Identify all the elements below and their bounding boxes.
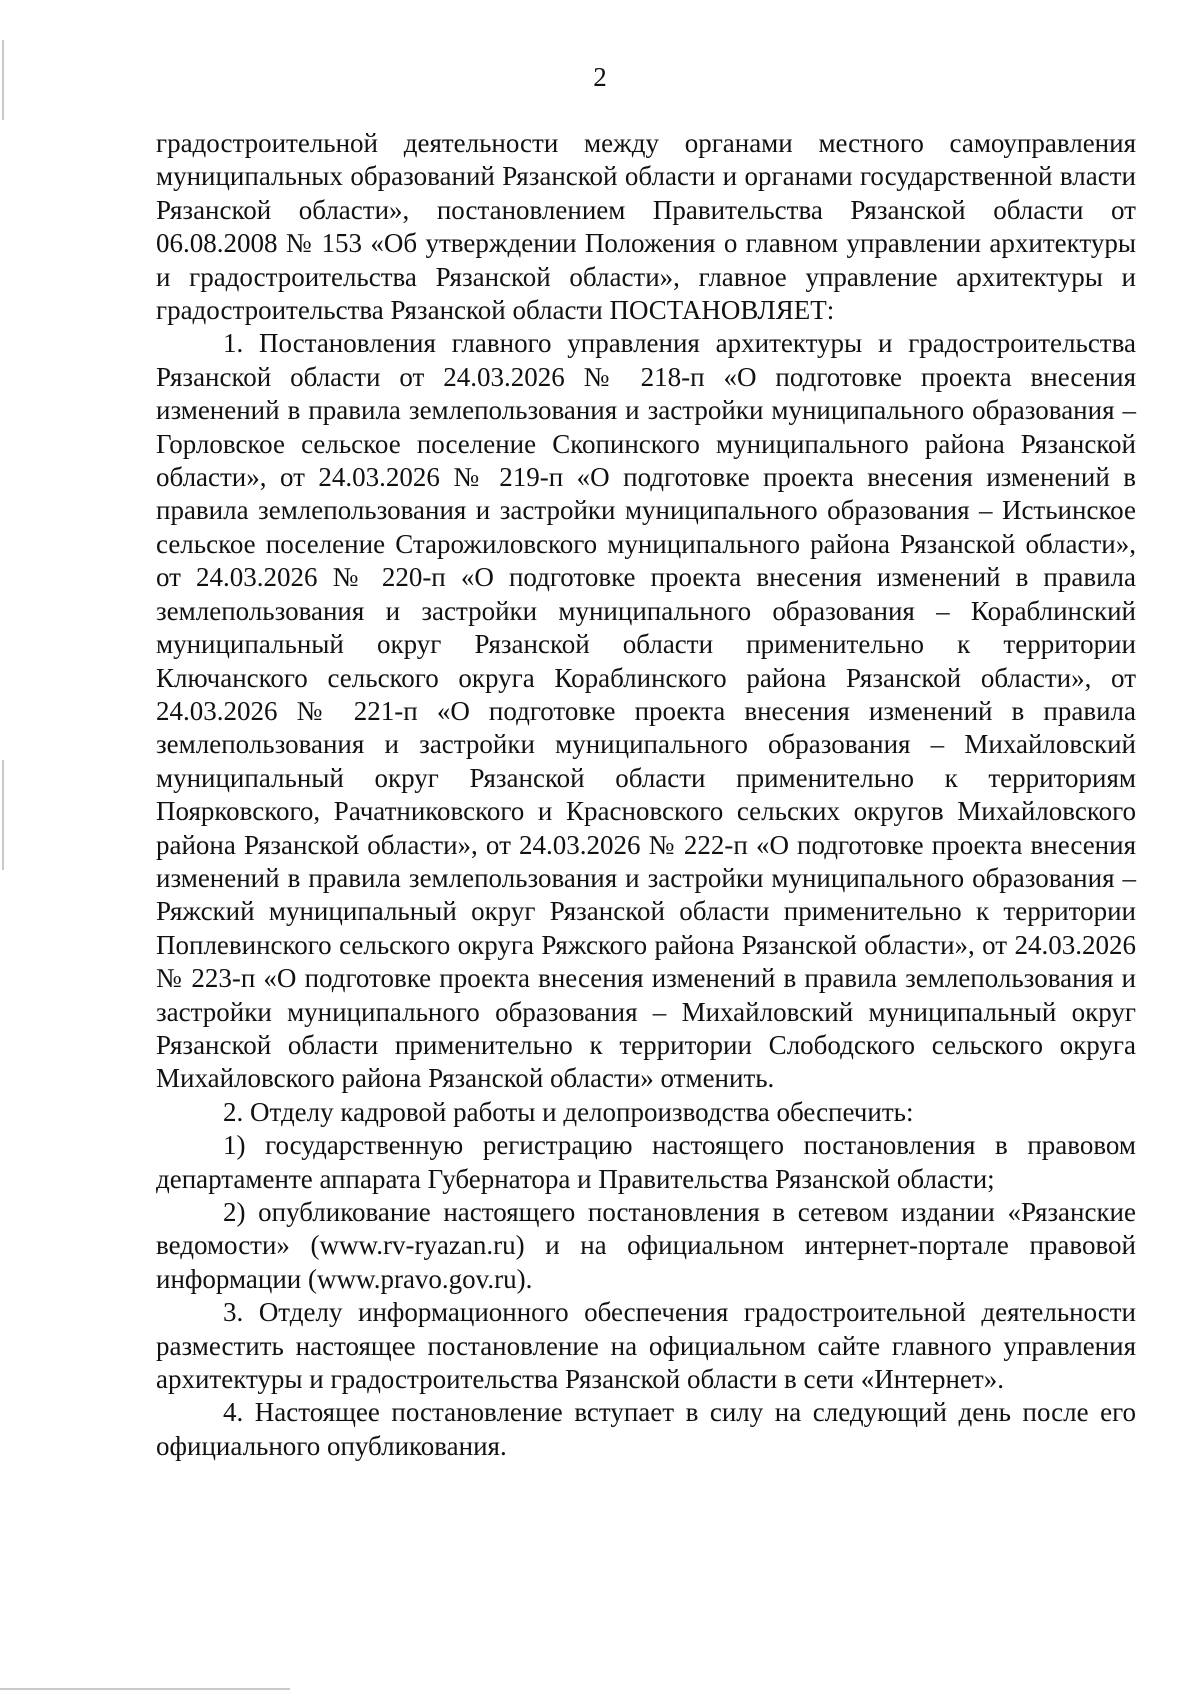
scan-bottom-edge-mark <box>0 1688 290 1690</box>
paragraph-subitem-2-1: 1) государственную регистрацию настоящего постановления в правовом департаменте аппарата Губернатора и Правительства Рязанской области; <box>156 1130 1136 1194</box>
page-number: 2 <box>593 62 607 92</box>
document-body <box>156 127 1136 1463</box>
paragraph-item-3: 3. Отделу информационного обеспечения градостроительной деятельности разместить настоящее постановление на официальном сайте главного управления архитектуры и градостроительства Рязанской области в сети «Интернет». <box>156 1297 1136 1395</box>
paragraph-item-1: 1. Постановления главного управления архитектуры и градостроительства Рязанской области от 24.03.2026 № 218-п «О подготовке проекта внесения изменений в правила землепользования и застройки муниципального образования – Горловское сельское поселение Скопинского муниципального района Рязанской области», от 24.03.2026 № 219-п «О подготовке проекта внесения изменений в правила землепользования и застройки муниципального образования – Истьинское сельское поселение Старожиловского муниципального района Рязанской области», от 24.03.2026 № 220-п «О подготовке проекта внесения изменений в правила землепользования и застройки муниципального образования – Кораблинский муниципальный округ Рязанской области применительно к территории Ключанского сельского округа Кораблинского района Рязанской области», от 24.03.2026 № 221-п «О подготовке проекта внесения изменений в правила землепользования и застройки муниципального образования – Михайловский муниципальный округ Рязанской области применительно к территориям Поярковского, Рачатниковского и Красновского сельских округов Михайловского района Рязанской области», от 24.03.2026 № 222-п «О подготовке проекта внесения изменений в правила землепользования и застройки муниципального образования – Ряжский муниципальный округ Рязанской области применительно к территории Поплевинского сельского округа Ряжского района Рязанской области», от 24.03.2026 № 223-п «О подготовке проекта внесения изменений в правила землепользования и застройки муниципального образования – Михайловский муниципальный округ Рязанской области применительно к территории Слободского сельского округа Михайловского района Рязанской области» отменить. <box>156 328 1136 1094</box>
paragraph-continuation: градостроительной деятельности между органами местного самоуправления муниципальных образований Рязанской области и органами государственной власти Рязанской области», постановлением Правительства Рязанской области от 06.08.2008 № 153 «Об утверждении Положения о главном управлении архитектуры и градостроительства Рязанской области», главное управление архитектуры и градостроительства Рязанской области ПОСТАНОВЛЯЕТ: <box>156 128 1136 326</box>
paragraph-item-2: 2. Отделу кадровой работы и делопроизводства обеспечить: <box>223 1096 914 1127</box>
paragraph-subitem-2-2: 2) опубликование настоящего постановления в сетевом издании «Рязанские ведомости» (www.rv-ryazan.ru) и на официальном интернет-портале правовой информации (www.pravo.gov.ru). <box>156 1197 1136 1294</box>
scan-left-edge-mark-lower <box>2 760 4 870</box>
paragraph-item-4: 4. Настоящее постановление вступает в силу на следующий день после его официального опубликования. <box>156 1397 1136 1461</box>
